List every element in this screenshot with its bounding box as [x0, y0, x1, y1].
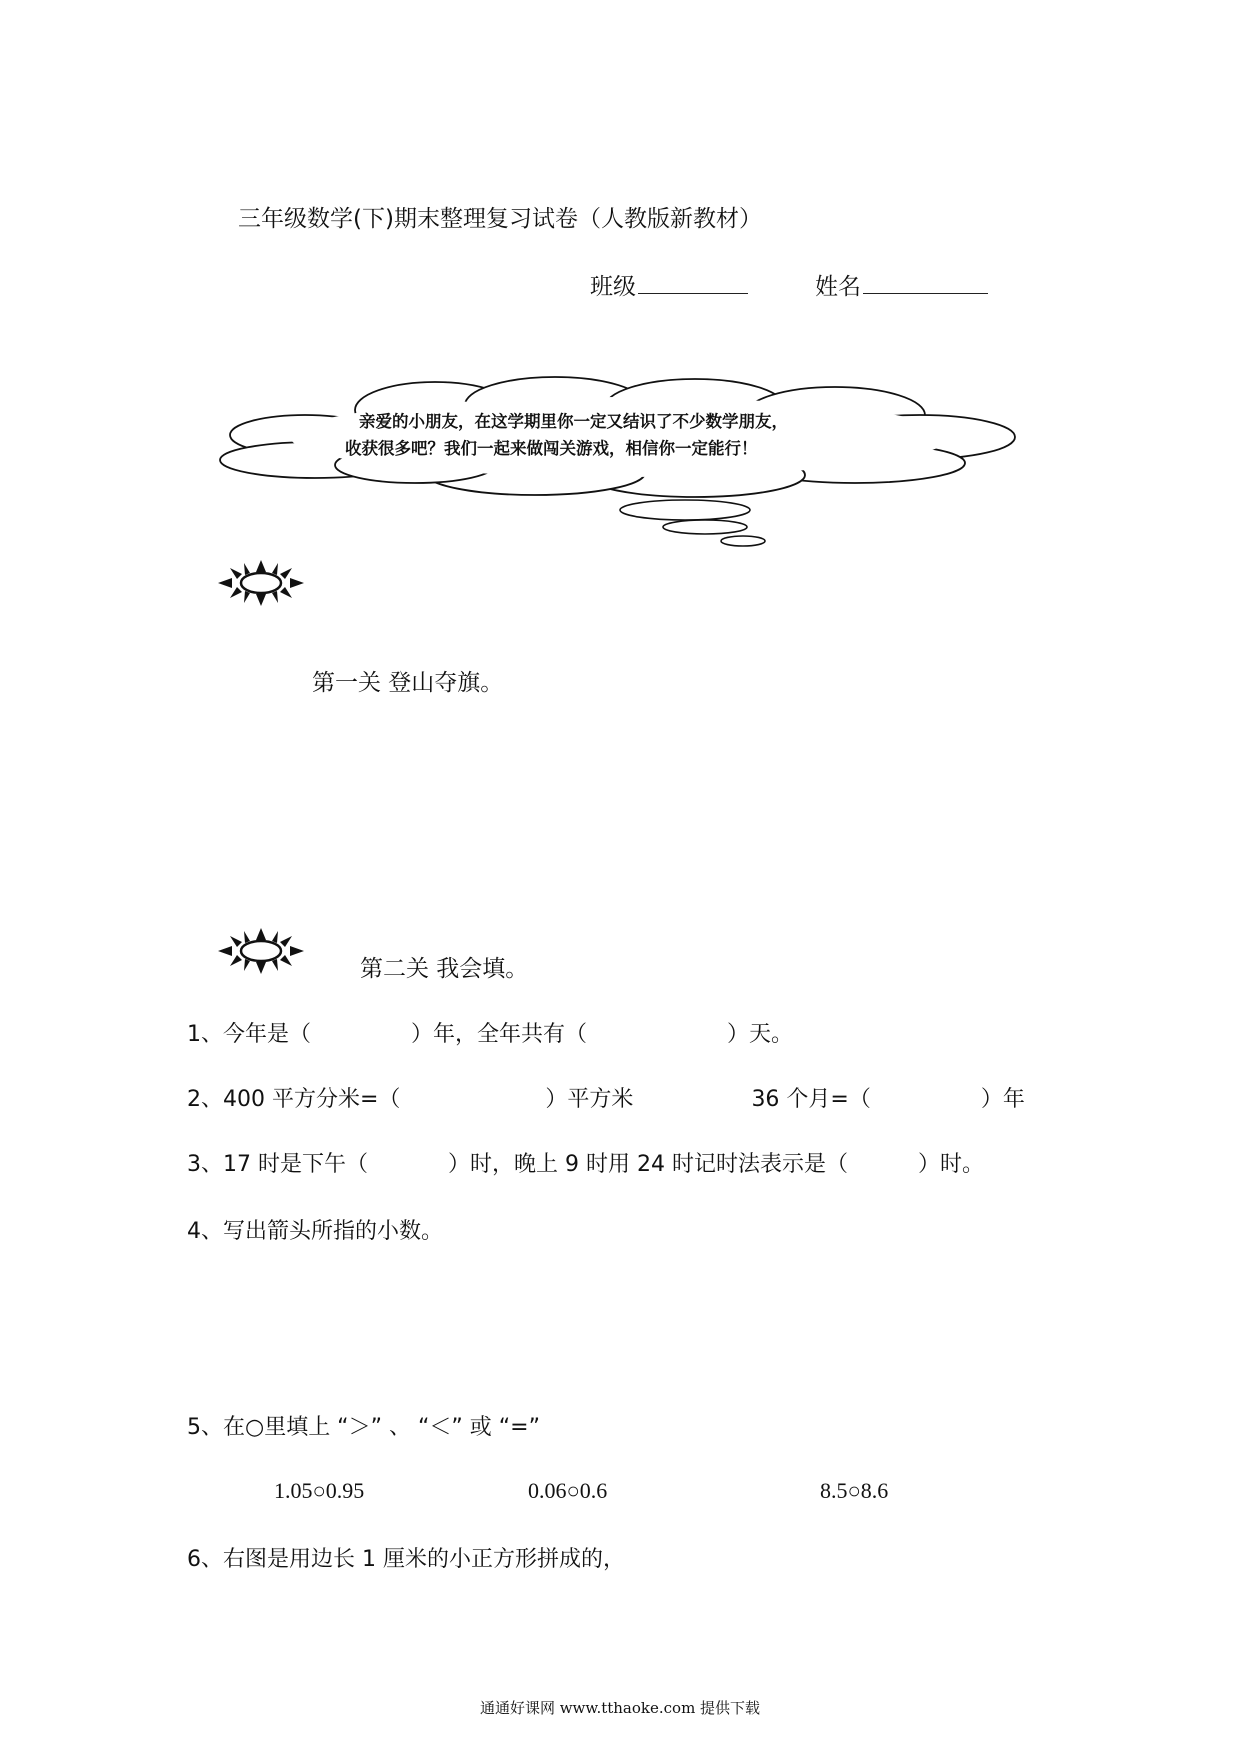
- q1-part-b: ）年，全年共有（: [411, 1022, 588, 1047]
- question-3: [187, 1147, 984, 1178]
- compare-item-2[interactable]: 0.06○0.6: [528, 1478, 608, 1503]
- question-5: 5、在○里填上 “＞” 、 “＜” 或 “=”: [187, 1415, 540, 1440]
- q3-part-a: 3、17 时是下午（: [187, 1152, 368, 1177]
- sun-icon: [218, 560, 304, 606]
- q2-part-d: ）年: [980, 1087, 1025, 1112]
- question-1: [187, 1017, 793, 1048]
- question-4: 4、写出箭头所指的小数。: [187, 1219, 443, 1244]
- name-label: 姓名: [815, 274, 861, 300]
- compare-item-3[interactable]: 8.5○8.6: [820, 1478, 889, 1503]
- page-footer: 通通好课网 www.tthaoke.com 提供下载: [479, 1699, 761, 1717]
- q2-part-b: ）平方米: [545, 1087, 634, 1112]
- class-label: 班级: [590, 274, 636, 300]
- q1-part-c: ）天。: [727, 1022, 794, 1047]
- name-blank-line[interactable]: [863, 269, 988, 294]
- q3-part-b: ）时，晚上 9 时用 24 时记时法表示是（: [448, 1152, 848, 1177]
- q2-part-a: 2、400 平方分米=（: [187, 1087, 401, 1112]
- question-2: [187, 1082, 1025, 1113]
- section-1-title: 第一关 登山夺旗。: [312, 670, 504, 696]
- page-title: 三年级数学(下)期末整理复习试卷（人教版新教材）: [238, 206, 762, 232]
- cloud-message: [345, 408, 788, 462]
- name-field[interactable]: [815, 268, 988, 301]
- q1-part-a: 1、今年是（: [187, 1022, 311, 1047]
- q3-part-c: ）时。: [917, 1152, 984, 1177]
- compare-item-1[interactable]: 1.05○0.95: [274, 1478, 365, 1503]
- class-blank-line[interactable]: [638, 269, 748, 294]
- question-6: 6、右图是用边长 1 厘米的小正方形拼成的，: [187, 1547, 625, 1572]
- thought-cloud-icon: [215, 375, 1025, 550]
- cloud-line-1: 亲爱的小朋友，在这学期里你一定又结识了不少数学朋友，: [359, 412, 788, 431]
- section-2-title: 第二关 我会填。: [360, 956, 529, 982]
- class-field[interactable]: [590, 268, 748, 301]
- q2-part-c: 36 个月=（: [751, 1087, 871, 1112]
- cloud-line-2: 收获很多吧？我们一起来做闯关游戏，相信你一定能行！: [345, 439, 758, 458]
- sun-icon: [218, 928, 304, 974]
